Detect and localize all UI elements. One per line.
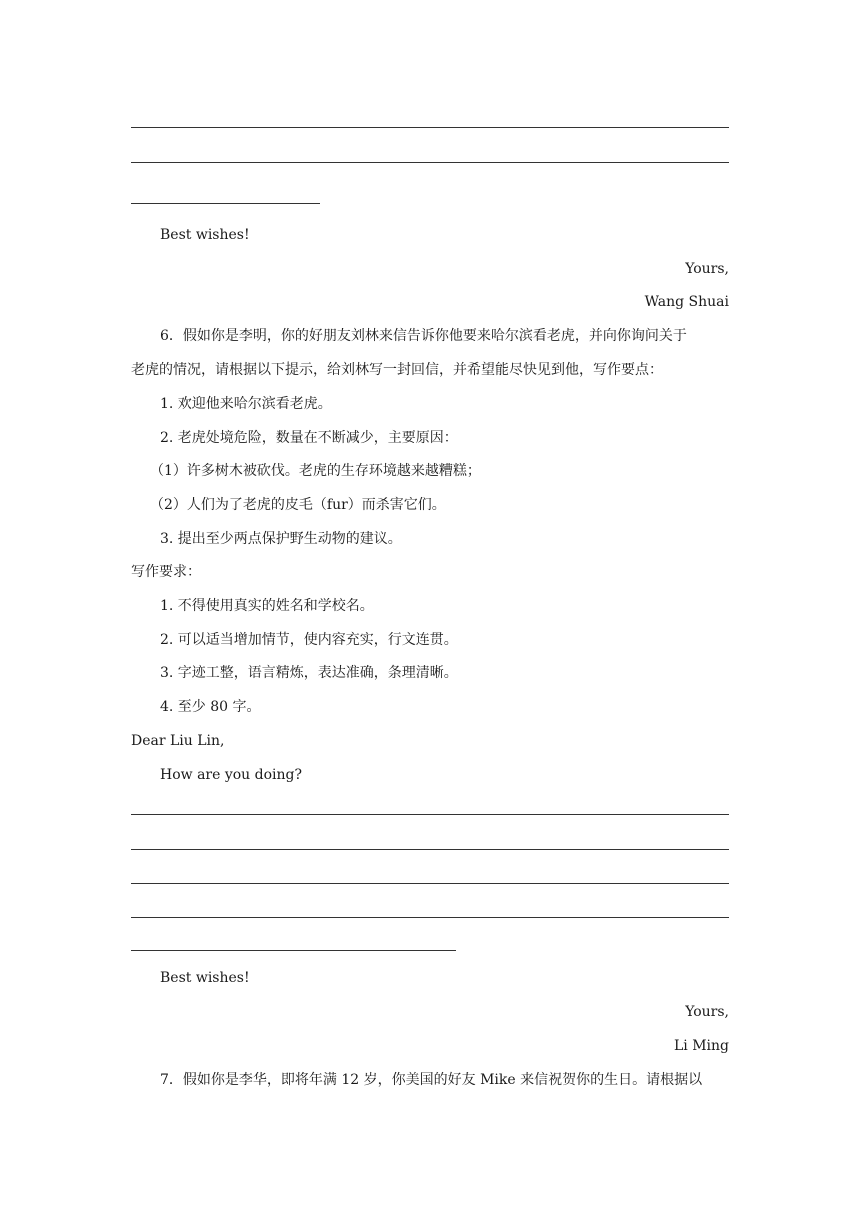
q6-salutation: Dear Liu Lin, bbox=[131, 733, 225, 749]
q6-yours: Yours, bbox=[685, 1004, 729, 1020]
q6-requirement: 4. 至少 80 字。 bbox=[160, 699, 261, 715]
q6-subpoint: （2）人们为了老虎的皮毛（fur）而杀害它们。 bbox=[150, 497, 446, 513]
writing-line bbox=[131, 849, 729, 850]
q6-signature: Li Ming bbox=[673, 1038, 729, 1054]
q6-requirement: 2. 可以适当增加情节，使内容充实，行文连贯。 bbox=[160, 632, 458, 648]
q6-point: 1. 欢迎他来哈尔滨看老虎。 bbox=[160, 396, 332, 412]
q6-point: 2. 老虎处境危险，数量在不断减少，主要原因： bbox=[160, 430, 458, 446]
letter1-closing: Best wishes! bbox=[160, 227, 250, 243]
letter1-yours: Yours, bbox=[685, 261, 729, 277]
writing-line bbox=[131, 950, 456, 951]
writing-line bbox=[131, 127, 729, 128]
q6-requirement: 1. 不得使用真实的姓名和学校名。 bbox=[160, 598, 374, 614]
writing-line bbox=[131, 917, 729, 918]
writing-line bbox=[131, 883, 729, 884]
q6-prompt-line1: 6．假如你是李明，你的好朋友刘林来信告诉你他要来哈尔滨看老虎，并向你询问关于 bbox=[160, 328, 687, 344]
q6-prompt-line2: 老虎的情况，请根据以下提示，给刘林写一封回信，并希望能尽快见到他，写作要点： bbox=[131, 362, 663, 378]
q6-opening: How are you doing? bbox=[160, 767, 303, 783]
q6-subpoint: （1）许多树木被砍伐。老虎的生存环境越来越糟糕； bbox=[150, 463, 481, 479]
q6-requirements-heading: 写作要求： bbox=[131, 564, 201, 580]
writing-line bbox=[131, 162, 729, 163]
q6-requirement: 3. 字迹工整，语言精炼，表达准确，条理清晰。 bbox=[160, 665, 458, 681]
writing-line bbox=[131, 814, 729, 815]
q6-closing: Best wishes! bbox=[160, 970, 250, 986]
letter1-signature: Wang Shuai bbox=[644, 294, 729, 310]
q7-prompt-line1: 7．假如你是李华，即将年满 12 岁，你美国的好友 Mike 来信祝贺你的生日。请根据以 bbox=[160, 1072, 703, 1088]
q6-point: 3. 提出至少两点保护野生动物的建议。 bbox=[160, 531, 402, 547]
writing-line bbox=[131, 203, 320, 204]
